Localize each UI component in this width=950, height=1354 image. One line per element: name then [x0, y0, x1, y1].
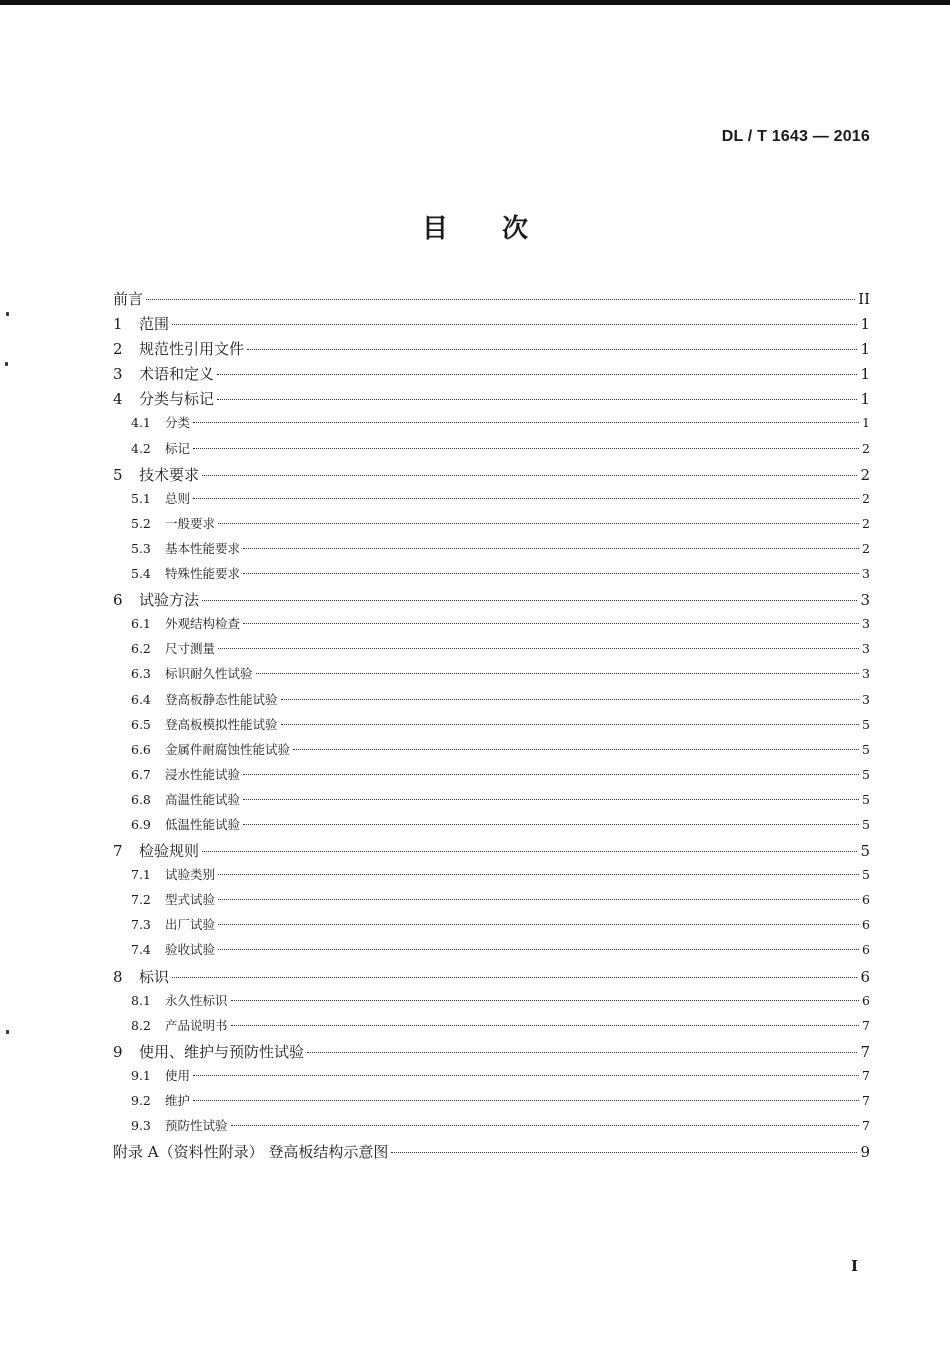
- toc-entry-number: 6.5: [131, 716, 151, 732]
- dot-leader: [202, 600, 857, 601]
- dot-leader: [281, 699, 859, 700]
- toc-entry-page: 5: [862, 716, 870, 732]
- toc-entry-label: 标识耐久性试验: [165, 666, 253, 682]
- toc-entry-number: 9.3: [131, 1118, 151, 1134]
- dot-leader: [247, 349, 857, 350]
- toc-entry[interactable]: [113, 1016, 870, 1041]
- toc-entry-label: 试验类别: [165, 867, 216, 883]
- dot-leader: [281, 724, 859, 725]
- toc-entry-page: 5: [862, 766, 870, 782]
- toc-entry[interactable]: [113, 966, 870, 991]
- toc-entry-page: 6: [860, 967, 870, 986]
- toc-entry-label: 范围: [139, 315, 170, 334]
- toc-entry-number: 8.2: [131, 1017, 151, 1033]
- toc-entry-page: 5: [862, 867, 870, 883]
- dot-leader: [293, 749, 859, 750]
- dot-leader: [218, 523, 859, 524]
- toc-entry[interactable]: [113, 865, 870, 890]
- dot-leader: [243, 623, 859, 624]
- toc-entry-label: 尺寸测量: [165, 641, 216, 657]
- toc-entry-number: 8.1: [131, 992, 151, 1008]
- toc-entry-page: 2: [862, 440, 870, 456]
- toc-entry[interactable]: [113, 1116, 870, 1141]
- toc-entry-number: 9: [113, 1042, 123, 1061]
- toc-entry-label: 型式试验: [165, 892, 216, 908]
- toc-entry-page: 7: [862, 1118, 870, 1134]
- toc-entry[interactable]: [113, 940, 870, 965]
- dot-leader: [243, 824, 859, 825]
- toc-entry[interactable]: [113, 489, 870, 514]
- toc-entry-label: 一般要求: [165, 515, 216, 531]
- toc-entry-number: 7.4: [131, 942, 151, 958]
- dot-leader: [202, 475, 857, 476]
- toc-entry-label: 基本性能要求: [165, 540, 241, 556]
- toc-entry-label: 登高板模拟性能试验: [165, 716, 278, 732]
- toc-entry-label: 规范性引用文件: [139, 340, 245, 359]
- dot-leader: [218, 924, 859, 925]
- dot-leader: [243, 548, 859, 549]
- toc-entry[interactable]: [113, 1141, 870, 1166]
- toc-entry-label: 检验规则: [139, 842, 200, 861]
- toc-entry[interactable]: [113, 338, 870, 363]
- toc-entry-label: 使用: [165, 1067, 191, 1083]
- toc-entry[interactable]: [113, 765, 870, 790]
- toc-entry-number: 2: [113, 340, 123, 359]
- toc-entry-page: 3: [862, 616, 870, 632]
- toc-entry[interactable]: [113, 388, 870, 413]
- toc-entry[interactable]: [113, 1091, 870, 1116]
- toc-entry-number: 7: [113, 842, 123, 861]
- toc-entry-page: II: [858, 290, 870, 308]
- toc-entry-label: 浸水性能试验: [165, 766, 241, 782]
- toc-entry-label: 维护: [165, 1093, 191, 1108]
- toc-entry[interactable]: [113, 991, 870, 1016]
- toc-entry-page: 2: [860, 465, 870, 484]
- toc-entry-label: 技术要求: [139, 465, 200, 484]
- toc-entry[interactable]: [113, 690, 870, 715]
- toc-entry-label: 验收试验: [165, 942, 216, 958]
- toc-entry-page: 3: [862, 641, 870, 657]
- toc-entry-page: 5: [862, 816, 870, 832]
- toc-entry[interactable]: [113, 514, 870, 539]
- toc-entry-number: 6: [113, 591, 123, 610]
- toc-entry-page: 3: [862, 566, 870, 582]
- toc-entry-page: 1: [862, 415, 870, 431]
- toc-entry-number: 5.3: [131, 540, 151, 556]
- dot-leader: [202, 851, 857, 852]
- toc-entry-number: 8: [113, 967, 123, 986]
- toc-entry-page: 7: [862, 1017, 870, 1033]
- toc-entry-number: 4: [113, 390, 123, 409]
- dot-leader: [391, 1152, 857, 1153]
- toc-entry[interactable]: [113, 639, 870, 664]
- toc-entry-page: 7: [860, 1042, 870, 1061]
- toc-entry-label: 总则: [165, 490, 191, 506]
- toc-entry-page: 2: [862, 540, 870, 556]
- toc-entry-label: 特殊性能要求: [165, 566, 241, 582]
- toc-entry[interactable]: [113, 413, 870, 438]
- toc-entry-number: 5.4: [131, 566, 151, 582]
- toc-entry-page: 7: [862, 1067, 870, 1083]
- dot-leader: [218, 899, 859, 900]
- toc-entry-label: 试验方法: [139, 591, 200, 610]
- scan-speck: [5, 362, 8, 366]
- toc-entry-label: 分类与标记: [139, 390, 215, 409]
- dot-leader: [256, 673, 859, 674]
- dot-leader: [231, 1000, 859, 1001]
- dot-leader: [307, 1052, 857, 1053]
- toc-entry-number: 4.1: [131, 415, 151, 431]
- page-title: 目次: [421, 214, 582, 244]
- toc-entry[interactable]: [113, 539, 870, 564]
- dot-leader: [193, 1100, 859, 1101]
- toc-entry-number: 6.8: [131, 791, 151, 807]
- toc-entry-label: 登高板静态性能试验: [165, 691, 278, 707]
- toc-entry[interactable]: [113, 815, 870, 840]
- dot-leader: [146, 299, 855, 300]
- toc-entry-label: 标记: [165, 440, 191, 456]
- toc-entry[interactable]: [113, 715, 870, 740]
- dot-leader: [218, 949, 859, 950]
- toc-entry-label: 前言: [113, 290, 144, 308]
- toc-entry-number: 9.2: [131, 1093, 151, 1108]
- dot-leader: [218, 874, 859, 875]
- standard-number: DL / T 1643 — 2016: [721, 128, 870, 145]
- dot-leader: [218, 648, 859, 649]
- toc-entry-number: 6.3: [131, 666, 151, 682]
- toc-entry-page: 1: [860, 340, 870, 359]
- toc-entry-number: 7.1: [131, 867, 151, 883]
- toc-entry-number: 9.1: [131, 1067, 151, 1083]
- toc-entry-label: 低温性能试验: [165, 816, 241, 832]
- toc-entry-page: 9: [860, 1143, 870, 1162]
- toc-entry-label: 分类: [165, 415, 191, 431]
- toc-entry[interactable]: [113, 915, 870, 940]
- dot-leader: [193, 498, 859, 499]
- toc-entry-page: 1: [860, 390, 870, 409]
- scan-speck: [6, 1030, 9, 1034]
- dot-leader: [243, 774, 859, 775]
- toc-entry-label: 永久性标识: [165, 992, 228, 1008]
- dot-leader: [172, 977, 857, 978]
- dot-leader: [193, 422, 859, 423]
- toc-entry[interactable]: [113, 614, 870, 639]
- toc-entry-page: 2: [862, 515, 870, 531]
- toc-entry-label: 金属件耐腐蚀性能试验: [165, 741, 291, 757]
- toc-entry[interactable]: [113, 1066, 870, 1091]
- dot-leader: [217, 374, 857, 375]
- toc-entry[interactable]: [113, 313, 870, 338]
- toc-entry[interactable]: [113, 790, 870, 815]
- toc-entry-number: 7.3: [131, 917, 151, 933]
- dot-leader: [231, 1025, 859, 1026]
- toc-entry-page: 5: [860, 842, 870, 861]
- dot-leader: [231, 1125, 859, 1126]
- toc-entry[interactable]: [113, 464, 870, 489]
- toc-entry[interactable]: [113, 1041, 870, 1066]
- toc-entry-number: 6.1: [131, 616, 151, 632]
- toc-entry-number: 5.1: [131, 490, 151, 506]
- toc-entry[interactable]: [113, 564, 870, 589]
- toc-entry-number: 1: [113, 315, 123, 334]
- toc-entry-page: 6: [862, 892, 870, 908]
- toc-entry-number: 4.2: [131, 440, 151, 456]
- toc-entry[interactable]: [113, 740, 870, 765]
- toc-entry-page: 3: [862, 691, 870, 707]
- dot-leader: [193, 1075, 859, 1076]
- toc-entry-label: 附录 A（资料性附录） 登高板结构示意图: [113, 1143, 389, 1162]
- toc-entry-number: 6.6: [131, 741, 151, 757]
- toc-entry-page: 6: [862, 992, 870, 1008]
- toc-entry-page: 5: [862, 791, 870, 807]
- page-number: I: [850, 1257, 858, 1275]
- toc-entry-page: 3: [860, 591, 870, 610]
- toc-entry[interactable]: [113, 288, 870, 313]
- toc-entry-number: 6.2: [131, 641, 151, 657]
- toc-entry-page: 3: [862, 666, 870, 682]
- scan-speck: [6, 312, 9, 316]
- toc-entry-page: 1: [860, 365, 870, 384]
- toc-entry-page: 2: [862, 490, 870, 506]
- toc-entry-number: 6.7: [131, 766, 151, 782]
- toc-entry-label: 高温性能试验: [165, 791, 241, 807]
- toc-entry-page: 1: [860, 315, 870, 334]
- toc-entry-page: 7: [862, 1093, 870, 1108]
- toc-entry-page: 6: [862, 917, 870, 933]
- toc-entry-number: 7.2: [131, 892, 151, 908]
- dot-leader: [243, 573, 859, 574]
- toc-entry-number: 5.2: [131, 515, 151, 531]
- toc-entry[interactable]: [113, 363, 870, 388]
- toc-entry-page: 6: [862, 942, 870, 958]
- toc-entry[interactable]: [113, 840, 870, 865]
- toc-entry[interactable]: [113, 589, 870, 614]
- toc-entry-label: 术语和定义: [139, 365, 215, 384]
- toc-entry-label: 标识: [139, 967, 170, 986]
- scan-top-border: [0, 0, 950, 5]
- toc-entry-label: 预防性试验: [165, 1118, 228, 1134]
- toc-entry-label: 出厂试验: [165, 917, 216, 933]
- dot-leader: [243, 799, 859, 800]
- toc-entry-label: 使用、维护与预防性试验: [139, 1042, 305, 1061]
- toc-entry[interactable]: [113, 890, 870, 915]
- toc-entry-number: 6.4: [131, 691, 151, 707]
- toc-entry[interactable]: [113, 439, 870, 464]
- dot-leader: [217, 399, 857, 400]
- dot-leader: [193, 448, 859, 449]
- dot-leader: [172, 324, 857, 325]
- toc-entry[interactable]: [113, 664, 870, 689]
- toc-entry-number: 5: [113, 465, 123, 484]
- toc-entry-label: 外观结构检查: [165, 616, 241, 632]
- toc-entry-page: 5: [862, 741, 870, 757]
- toc-entry-number: 6.9: [131, 816, 151, 832]
- toc-entry-number: 3: [113, 365, 123, 384]
- toc-entry-label: 产品说明书: [165, 1017, 228, 1033]
- table-of-contents: [113, 288, 870, 1166]
